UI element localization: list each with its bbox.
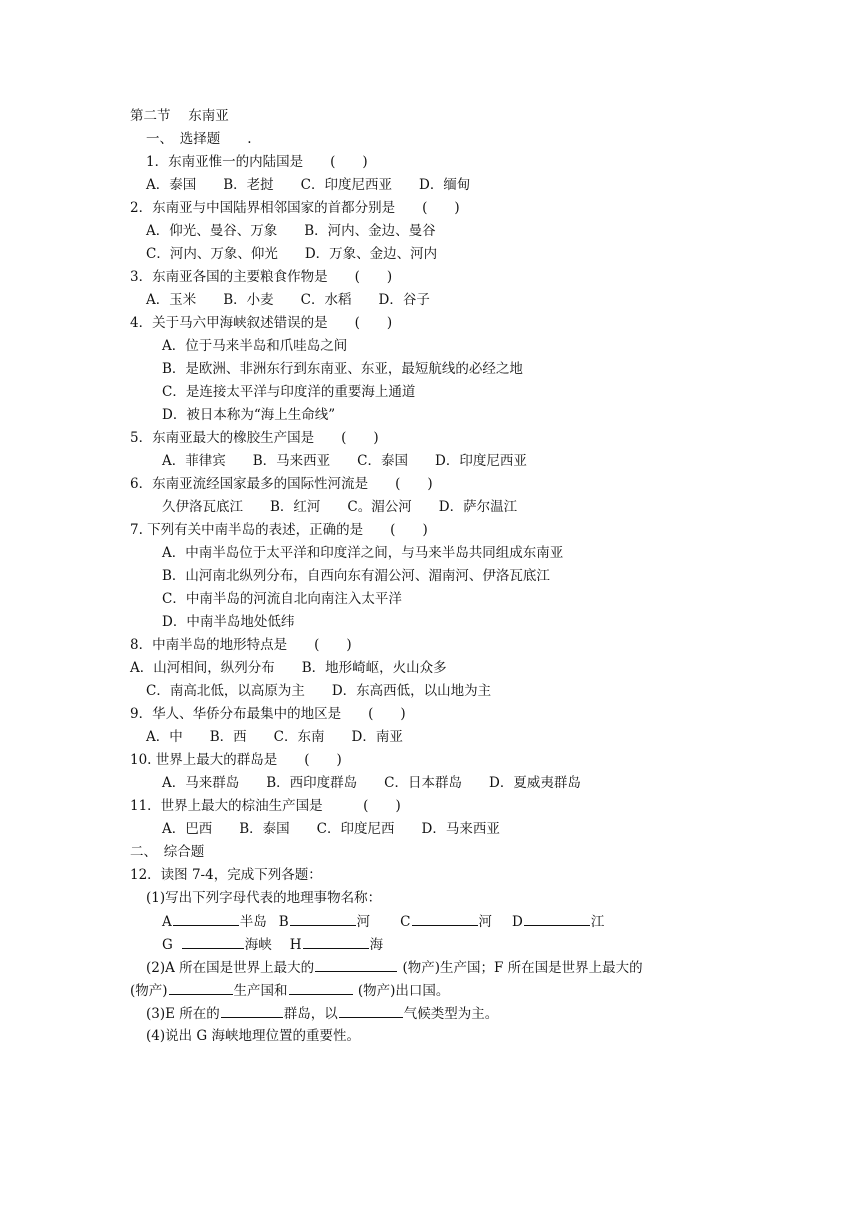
label-c: C bbox=[400, 914, 411, 930]
label-a: A bbox=[162, 914, 172, 930]
sub3-text-2: 群岛，以 bbox=[283, 1006, 338, 1022]
q6-options: 久伊洛瓦底江 B．红河 C。湄公河 D．萨尔温江 bbox=[162, 499, 518, 515]
sub2-text-1: (2)A 所在国是世界上最大的 bbox=[146, 960, 315, 976]
q10-stem: 10. 世界上最大的群岛是 ( ) bbox=[130, 752, 342, 768]
q2-stem: 2．东南亚与中国陆界相邻国家的首都分别是 ( ) bbox=[130, 200, 460, 216]
part1-heading: 一、 选择题 . bbox=[146, 131, 252, 147]
blank-g[interactable] bbox=[182, 935, 244, 949]
q3-options: A．玉米 B．小麦 C．水稻 D．谷子 bbox=[146, 292, 430, 308]
q8-options-ab: A．山河相间，纵列分布 B．地形崎岖，火山众多 bbox=[130, 660, 447, 676]
q12-sub1: (1)写出下列字母代表的地理事物名称： bbox=[146, 890, 382, 906]
q3-stem: 3．东南亚各国的主要粮食作物是 ( ) bbox=[130, 269, 393, 285]
q12-sub2-line1 bbox=[146, 958, 643, 976]
q1-stem: 1．东南亚惟一的内陆国是 ( ) bbox=[146, 154, 368, 170]
q2-options-ab: A．仰光、曼谷、万象 B．河内、金边、曼谷 bbox=[146, 223, 436, 239]
q10-options: A．马来群岛 B．西印度群岛 C．日本群岛 D．夏威夷群岛 bbox=[162, 775, 581, 791]
label-h: H bbox=[289, 937, 302, 953]
q8-stem: 8．中南半岛的地形特点是 ( ) bbox=[130, 637, 352, 653]
label-a-suffix: 半岛 bbox=[239, 914, 267, 930]
q4-option-a: A．位于马来半岛和爪哇岛之间 bbox=[162, 338, 348, 354]
blank-e-climate[interactable] bbox=[339, 1004, 403, 1018]
sub2-text-4: 生产国和 bbox=[233, 983, 288, 999]
blank-f-product-1[interactable] bbox=[169, 981, 233, 995]
sub2-text-3: (物产) bbox=[130, 983, 168, 999]
q4-option-d: D．被日本称为“海上生命线” bbox=[162, 407, 336, 423]
label-g-suffix: 海峡 bbox=[244, 937, 272, 953]
q11-stem: 11．世界上最大的棕油生产国是 ( ) bbox=[130, 798, 401, 814]
q12-stem: 12．读图 7-4，完成下列各题： bbox=[130, 867, 322, 883]
label-h-suffix: 海 bbox=[369, 937, 384, 953]
sub3-text-1: (3)E 所在的 bbox=[146, 1006, 220, 1022]
blank-d[interactable] bbox=[524, 912, 590, 926]
blank-a[interactable] bbox=[173, 912, 239, 926]
q7-option-c: C．中南半岛的河流自北向南注入太平洋 bbox=[162, 591, 402, 607]
q7-option-a: A．中南半岛位于太平洋和印度洋之间，与马来半岛共同组成东南亚 bbox=[162, 545, 564, 561]
q4-option-c: C．是连接太平洋与印度洋的重要海上通道 bbox=[162, 384, 416, 400]
q7-option-d: D．中南半岛地处低纬 bbox=[162, 614, 295, 630]
q7-stem: 7. 下列有关中南半岛的表述，正确的是 ( ) bbox=[130, 522, 428, 538]
q8-options-cd: C．南高北低，以高原为主 D．东高西低，以山地为主 bbox=[146, 683, 492, 699]
sub2-text-5: (物产)出口国。 bbox=[353, 983, 450, 999]
label-d-suffix: 江 bbox=[590, 914, 605, 930]
blank-f-product-2[interactable] bbox=[289, 981, 353, 995]
q12-sub3 bbox=[146, 1004, 498, 1022]
q4-option-b: B．是欧洲、非洲东行到东南亚、东亚，最短航线的必经之地 bbox=[162, 361, 523, 377]
blank-a-product[interactable] bbox=[315, 958, 397, 972]
part2-heading: 二、 综合题 bbox=[130, 844, 205, 860]
q7-option-b: B．山河南北纵列分布，自西向东有湄公河、湄南河、伊洛瓦底江 bbox=[162, 568, 550, 584]
section-title: 第二节 东南亚 bbox=[130, 108, 229, 124]
blank-b[interactable] bbox=[290, 912, 356, 926]
q12-sub2-line2 bbox=[130, 981, 449, 999]
q9-stem: 9．华人、华侨分布最集中的地区是 ( ) bbox=[130, 706, 406, 722]
label-b: B bbox=[278, 914, 289, 930]
label-d: D bbox=[512, 914, 523, 930]
q5-options: A．菲律宾 B．马来西亚 C．泰国 D．印度尼西亚 bbox=[162, 453, 527, 469]
label-g: G bbox=[162, 937, 173, 953]
sub2-text-2: (物产)生产国；F 所在国是世界上最大的 bbox=[398, 960, 643, 976]
label-c-suffix: 河 bbox=[478, 914, 493, 930]
blank-c[interactable] bbox=[412, 912, 478, 926]
q6-stem: 6．东南亚流经国家最多的国际性河流是 ( ) bbox=[130, 476, 433, 492]
blank-h[interactable] bbox=[303, 935, 369, 949]
q9-options: A．中 B．西 C．东南 D．南亚 bbox=[146, 729, 403, 745]
q5-stem: 5．东南亚最大的橡胶生产国是 ( ) bbox=[130, 430, 379, 446]
q12-row2 bbox=[162, 935, 383, 953]
q12-sub4: (4)说出 G 海峡地理位置的重要性。 bbox=[146, 1028, 360, 1044]
q11-options: A．巴西 B．泰国 C．印度尼西 D．马来西亚 bbox=[162, 821, 500, 837]
sub3-text-3: 气候类型为主。 bbox=[403, 1006, 499, 1022]
blank-e-islands[interactable] bbox=[221, 1004, 283, 1018]
q12-row1 bbox=[162, 912, 604, 930]
q1-options: A．泰国 B．老挝 C．印度尼西亚 D．缅甸 bbox=[146, 177, 471, 193]
q4-stem: 4．关于马六甲海峡叙述错误的是 ( ) bbox=[130, 315, 393, 331]
q2-options-cd: C．河内、万象、仰光 D．万象、金边、河内 bbox=[146, 246, 438, 262]
label-b-suffix: 河 bbox=[356, 914, 371, 930]
